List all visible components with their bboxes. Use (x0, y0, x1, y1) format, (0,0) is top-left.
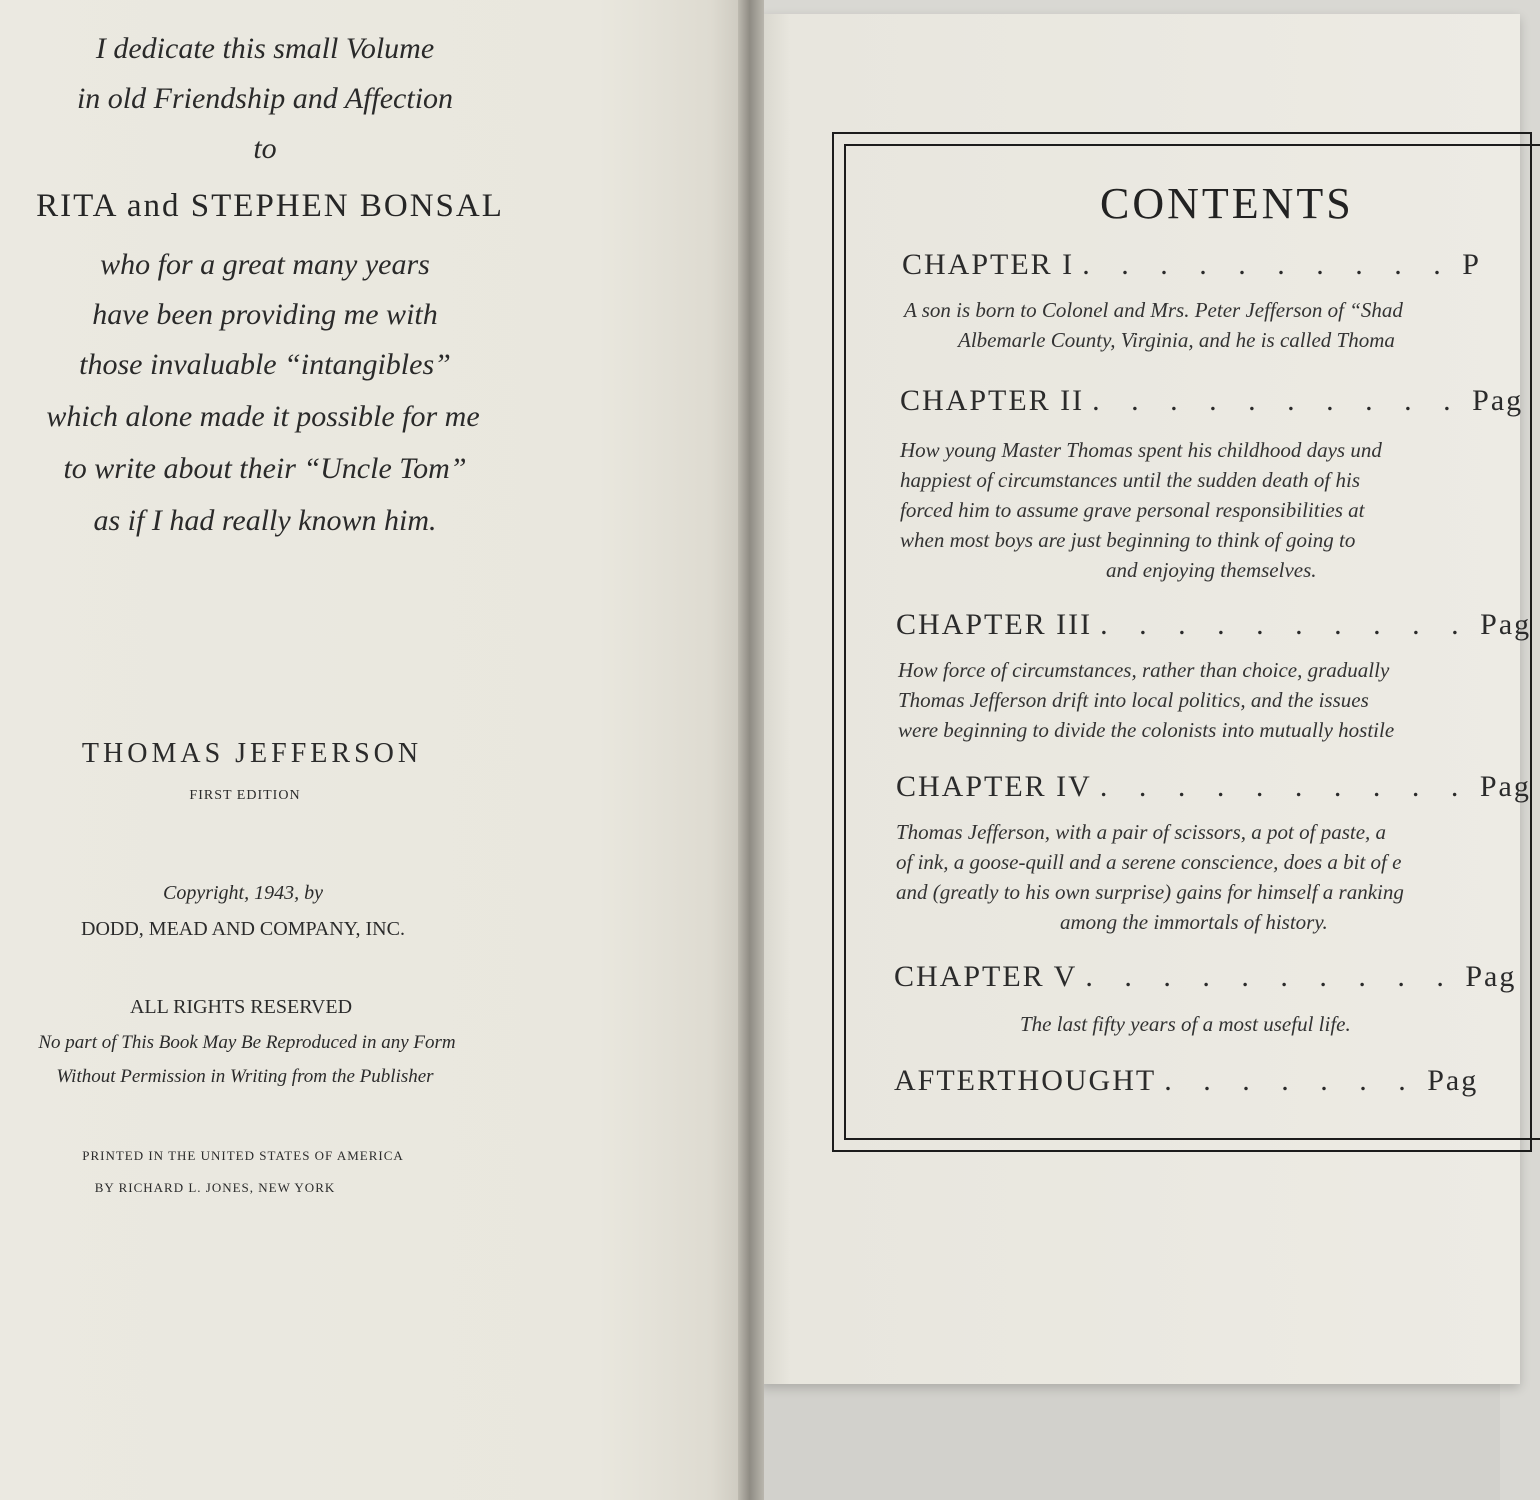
leader-dots: . . . . . . . . . . (1082, 248, 1453, 281)
book-title: THOMAS JEFFERSON (81, 738, 423, 769)
edition-label: FIRST EDITION (189, 788, 301, 803)
chapter-description: among the immortals of history. (1060, 910, 1328, 934)
chapter-entry (894, 960, 1516, 994)
copyright-line: Copyright, 1943, by (163, 882, 323, 904)
dedication-names: RITA and STEPHEN BONSAL (36, 188, 504, 224)
page-label: Pag (1427, 1064, 1479, 1097)
chapter-description: forced him to assume grave personal responsibilities at (900, 498, 1365, 522)
rights-heading: ALL RIGHTS RESERVED (129, 996, 353, 1018)
chapter-entry (896, 608, 1531, 642)
contents-title: CONTENTS (1100, 179, 1354, 228)
dedication-line: those invaluable “intangibles” (79, 348, 451, 381)
leader-dots: . . . . . . . . . . (1100, 608, 1471, 641)
dedication-line: have been providing me with (92, 298, 438, 331)
chapter-description: of ink, a goose-quill and a serene conscience, does a bit of e (896, 850, 1402, 874)
dedication-line: I dedicate this small Volume (95, 32, 435, 65)
chapter-label: CHAPTER V (894, 960, 1078, 993)
leader-dots: . . . . . . . . . . (1099, 770, 1471, 803)
dedication-line: who for a great many years (100, 248, 430, 281)
dedication-line: to (253, 132, 277, 165)
page-label: Pag (1465, 960, 1517, 993)
printer-line: BY RICHARD L. JONES, NEW YORK (94, 1180, 336, 1195)
leader-dots: . . . . . . . . . . (1092, 384, 1463, 417)
printer-line: PRINTED IN THE UNITED STATES OF AMERICA (82, 1148, 404, 1163)
chapter-entry (902, 248, 1481, 282)
chapter-label: CHAPTER IV (896, 770, 1092, 803)
chapter-description: How force of circumstances, rather than choice, gradually (898, 658, 1390, 682)
page-label: Pag (1479, 770, 1531, 803)
chapter-entry (896, 770, 1531, 804)
dedication-line: in old Friendship and Affection (76, 82, 454, 115)
chapter-description: The last fifty years of a most useful life. (1020, 1012, 1351, 1036)
dedication-line: to write about their “Uncle Tom” (63, 452, 467, 485)
chapter-label: CHAPTER II (900, 384, 1085, 417)
chapter-label: AFTERTHOUGHT (894, 1064, 1157, 1097)
chapter-entry (900, 384, 1523, 418)
table-surface (760, 1384, 1500, 1500)
book-gutter (738, 0, 764, 1500)
chapter-description: and (greatly to his own surprise) gains for himself a ranking (896, 880, 1404, 904)
publisher-name: DODD, MEAD AND COMPANY, INC. (81, 918, 405, 940)
page-label: P (1462, 248, 1481, 281)
rights-line: No part of This Book May Be Reproduced in any Form (38, 1032, 456, 1053)
contents-frame (832, 132, 1532, 1152)
dedication-line: as if I had really known him. (93, 504, 437, 537)
leader-dots: . . . . . . . (1164, 1064, 1418, 1097)
chapter-description: were beginning to divide the colonists into mutually hostile (898, 718, 1395, 742)
dedication-line: which alone made it possible for me (46, 400, 480, 433)
chapter-description: Albemarle County, Virginia, and he is called Thoma (958, 328, 1395, 352)
chapter-label: CHAPTER III (896, 608, 1093, 641)
chapter-entry (894, 1064, 1478, 1098)
chapter-description: when most boys are just beginning to think of going to (900, 528, 1356, 552)
chapter-description: How young Master Thomas spent his childhood days und (900, 438, 1382, 462)
page-label: Pag (1472, 384, 1524, 417)
chapter-description: A son is born to Colonel and Mrs. Peter Jefferson of “Shad (904, 298, 1403, 322)
chapter-description: Thomas Jefferson drift into local politics, and the issues (898, 688, 1369, 712)
leader-dots: . . . . . . . . . . (1085, 960, 1456, 993)
page-label: Pag (1480, 608, 1532, 641)
rights-line: Without Permission in Writing from the Publisher (56, 1066, 434, 1087)
chapter-label: CHAPTER I (902, 248, 1075, 281)
chapter-description: Thomas Jefferson, with a pair of scissors, a pot of paste, a (896, 820, 1387, 844)
chapter-description: and enjoying themselves. (1106, 558, 1317, 582)
chapter-description: happiest of circumstances until the sudden death of his (900, 468, 1361, 492)
